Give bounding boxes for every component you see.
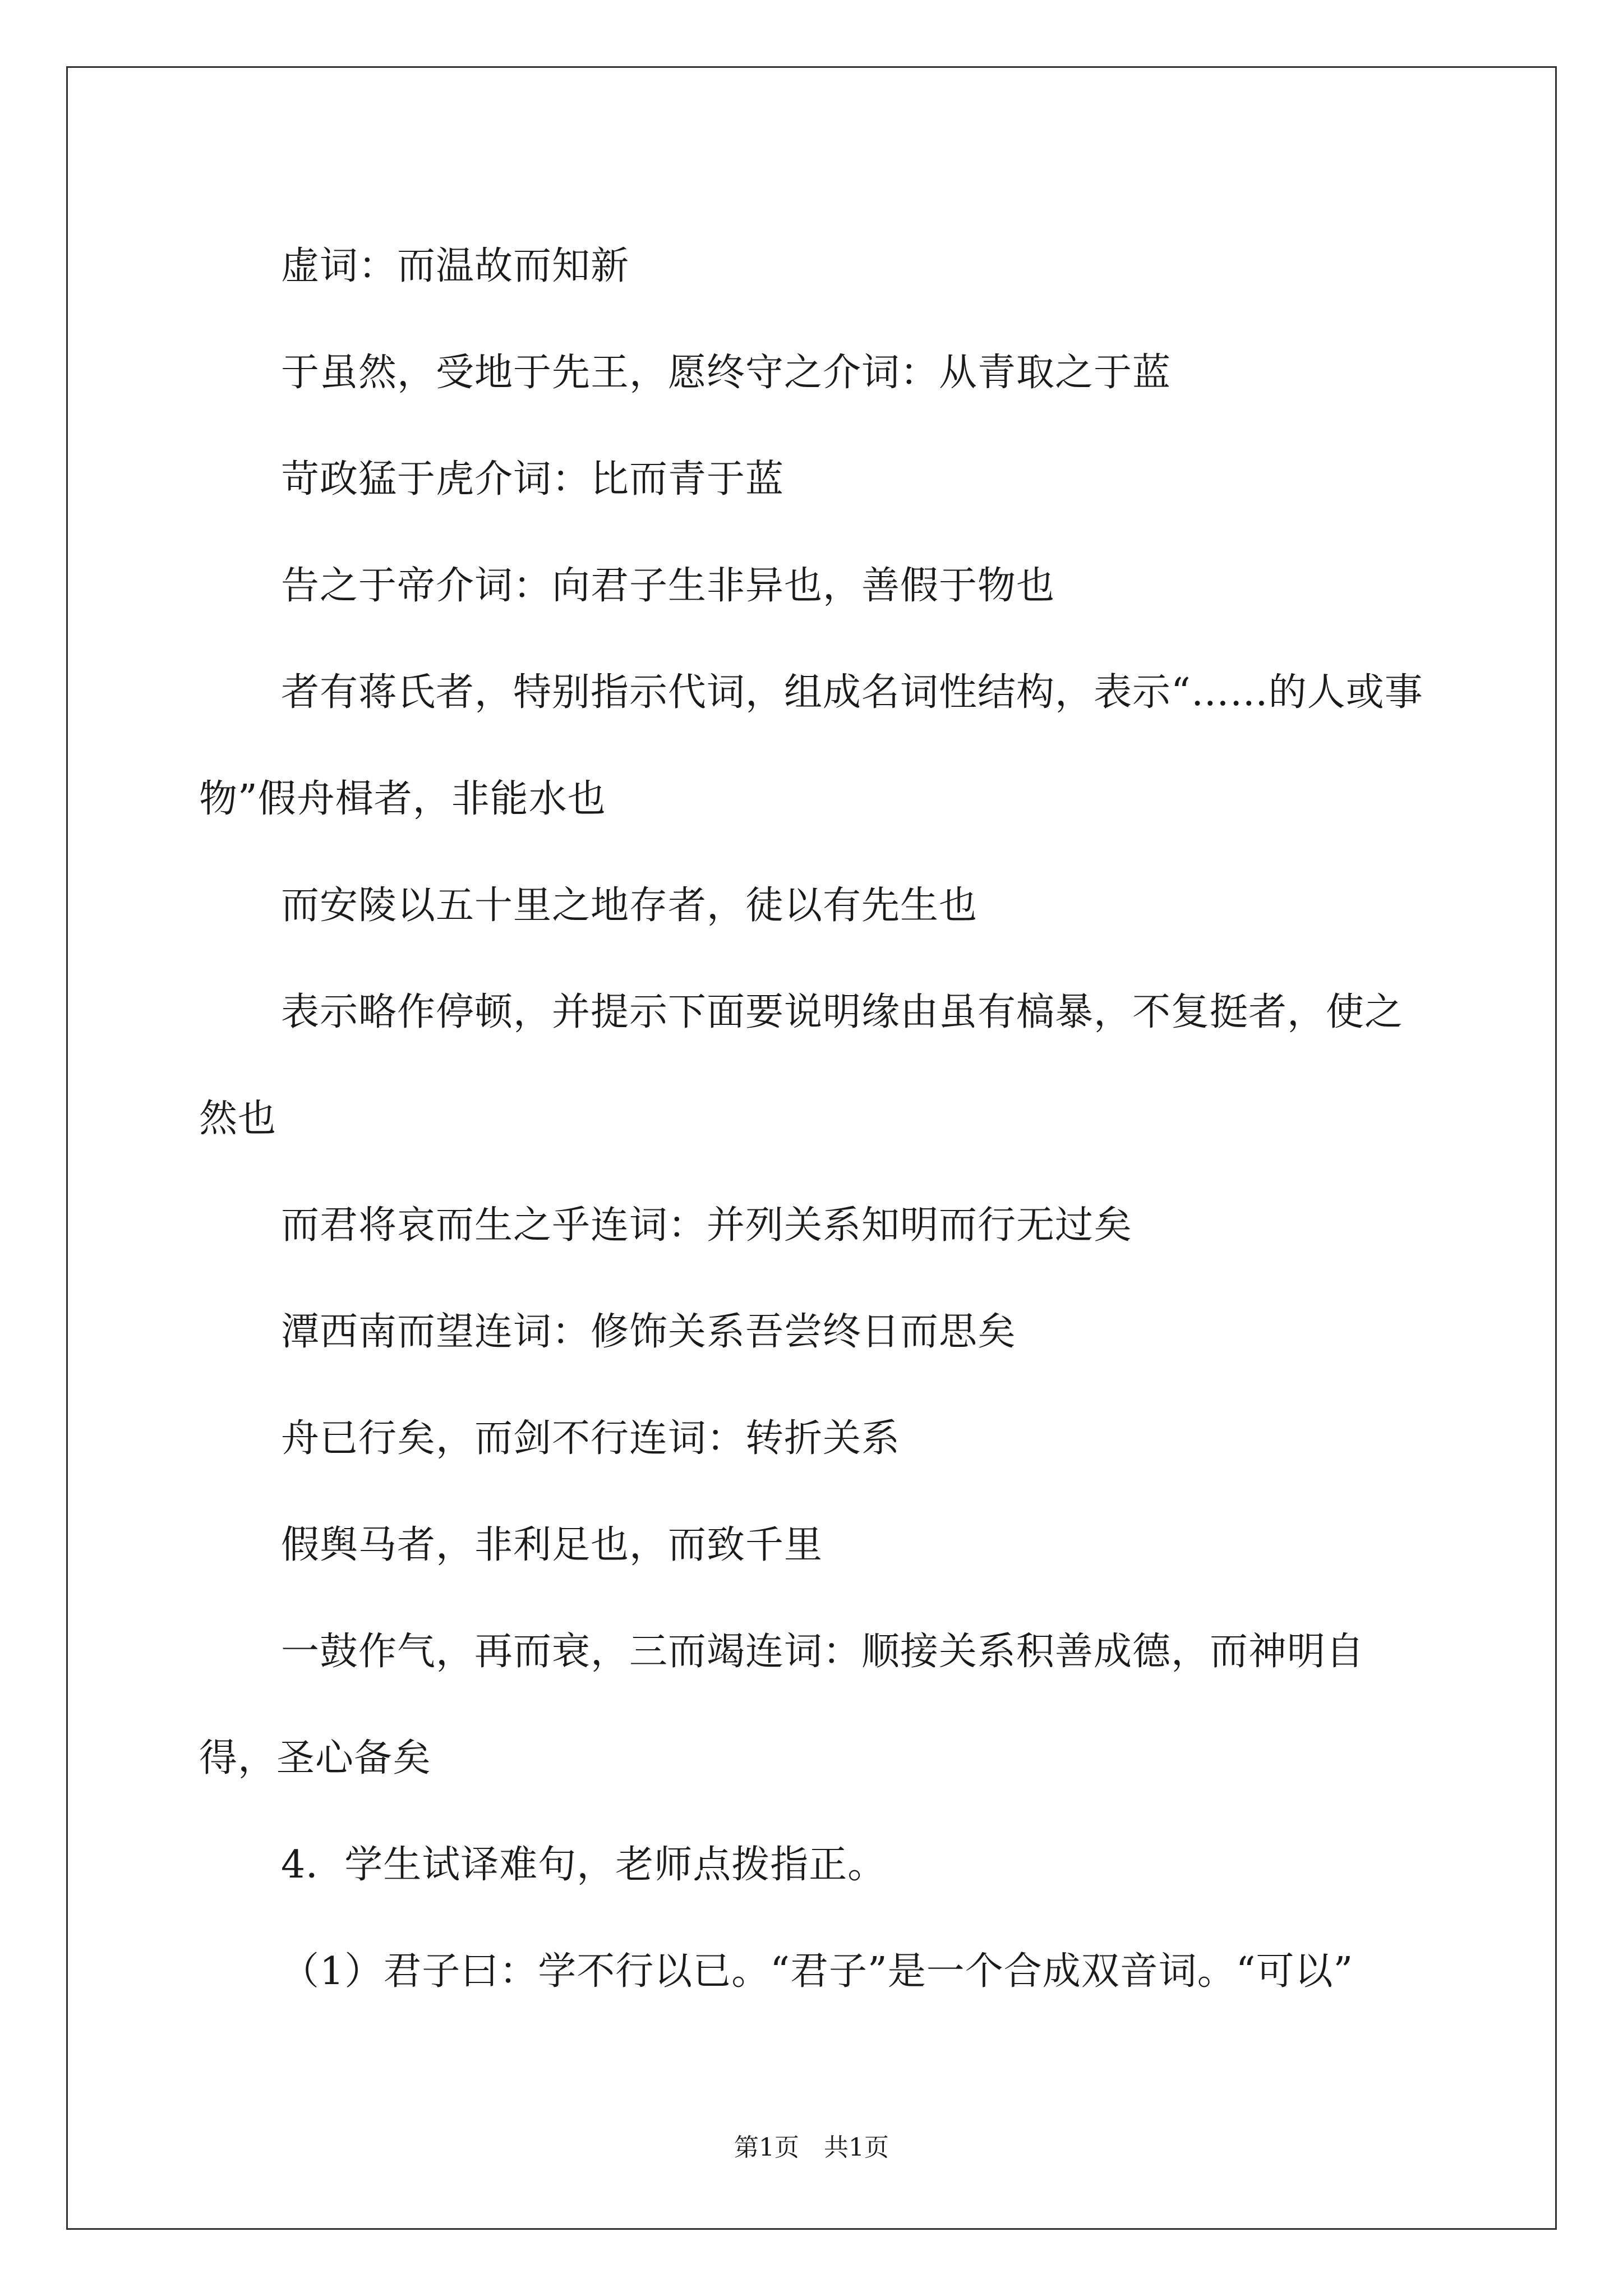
paragraph: 舟已行矣，而剑不行连词：转折关系 bbox=[281, 1416, 901, 1461]
paragraph: 者有蒋氏者，特别指示代词，组成名词性结构，表示“……的人或事物”假舟楫者，非能水也 bbox=[199, 670, 1423, 821]
page-number: 第1页 共1页 bbox=[734, 2133, 889, 2162]
paragraph: 4．学生试译难句，老师点拨指正。 bbox=[281, 1843, 887, 1887]
document-body bbox=[199, 213, 1433, 2025]
paragraph: 潭西南而望连词：修饰关系吾尝终日而思矣 bbox=[281, 1310, 1017, 1354]
page-footer bbox=[0, 2127, 1623, 2163]
paragraph: 假舆马者，非利足也，而致千里 bbox=[281, 1523, 823, 1567]
paragraph: 告之于帝介词：向君子生非异也，善假于物也 bbox=[281, 564, 1055, 608]
paragraph: 而安陵以五十里之地存者，徒以有先生也 bbox=[281, 884, 978, 928]
paragraph: 虚词：而温故而知新 bbox=[281, 244, 630, 288]
paragraph: 表示略作停顿，并提示下面要说明缘由虽有槁暴，不复挺者，使之然也 bbox=[199, 990, 1404, 1141]
paragraph: 于虽然，受地于先王，愿终守之介词：从青取之于蓝 bbox=[281, 351, 1172, 395]
paragraph: 而君将哀而生之乎连词：并列关系知明而行无过矣 bbox=[281, 1203, 1133, 1248]
paragraph: （1）君子曰：学不行以已。“君子”是一个合成双音词。“可以” bbox=[281, 1949, 1354, 1994]
paragraph: 苛政猛于虎介词：比而青于蓝 bbox=[281, 457, 785, 501]
paragraph: 一鼓作气，再而衰，三而竭连词：顺接关系积善成德，而神明自得，圣心备矣 bbox=[199, 1630, 1365, 1780]
